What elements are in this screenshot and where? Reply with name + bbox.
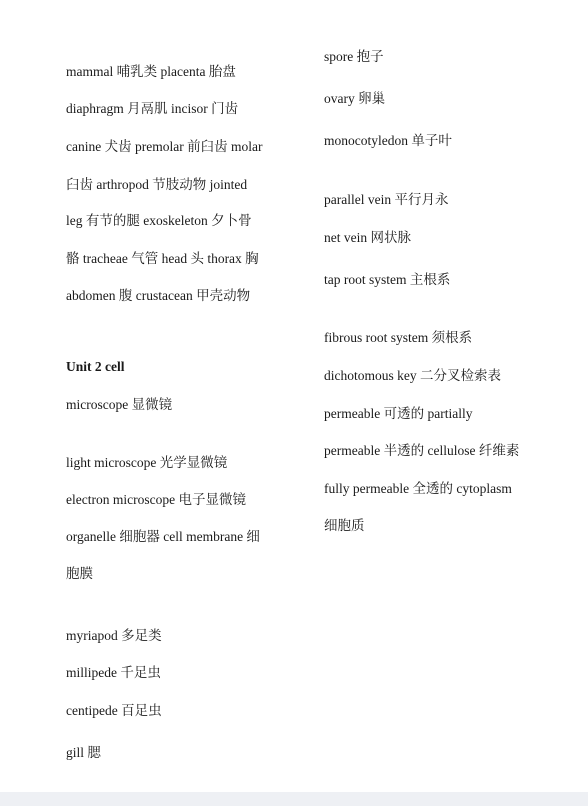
vocab-line: fibrous root system 须根系 [324, 330, 473, 345]
vocab-line: microscope 显微镜 [66, 397, 173, 412]
vocab-line: permeable 可透的 partially [324, 406, 473, 421]
vocab-line: dichotomous key 二分叉检索表 [324, 368, 501, 383]
vocab-line: electron microscope 电子显微镜 [66, 492, 246, 507]
viewer-bottom-bar [0, 792, 588, 806]
vocab-line: 胞膜 [66, 566, 93, 581]
vocab-line: gill 腮 [66, 745, 101, 760]
vocab-line: mammal 哺乳类 placenta 胎盘 [66, 64, 236, 79]
vocab-line: myriapod 多足类 [66, 628, 162, 643]
vocab-line: parallel vein 平行月永 [324, 192, 449, 207]
section-heading: Unit 2 cell [66, 359, 125, 374]
vocab-line: millipede 千足虫 [66, 665, 161, 680]
vocab-line: fully permeable 全透的 cytoplasm [324, 481, 512, 496]
vocab-line: centipede 百足虫 [66, 703, 162, 718]
vocab-line: ovary 卵巢 [324, 91, 386, 106]
vocab-line: 臼齿 arthropod 节肢动物 jointed [66, 177, 248, 192]
vocab-line: 细胞质 [324, 518, 365, 533]
vocab-line: spore 抱子 [324, 49, 384, 64]
vocab-line: diaphragm 月鬲肌 incisor 门齿 [66, 101, 239, 116]
vocab-line: monocotyledon 单子叶 [324, 133, 452, 148]
vocab-line: canine 犬齿 premolar 前臼齿 molar [66, 139, 263, 154]
vocab-line: permeable 半透的 cellulose 纤维素 [324, 443, 520, 458]
vocab-line: net vein 网状脉 [324, 230, 411, 245]
vocab-line: abdomen 腹 crustacean 甲壳动物 [66, 288, 251, 303]
vocab-line: tap root system 主根系 [324, 272, 451, 287]
vocab-line: light microscope 光学显微镜 [66, 455, 228, 470]
vocab-line: 骼 tracheae 气管 head 头 thorax 胸 [66, 251, 259, 266]
vocab-line: leg 有节的腿 exoskeleton 夕卜骨 [66, 213, 252, 228]
vocab-line: organelle 细胞器 cell membrane 细 [66, 529, 260, 544]
